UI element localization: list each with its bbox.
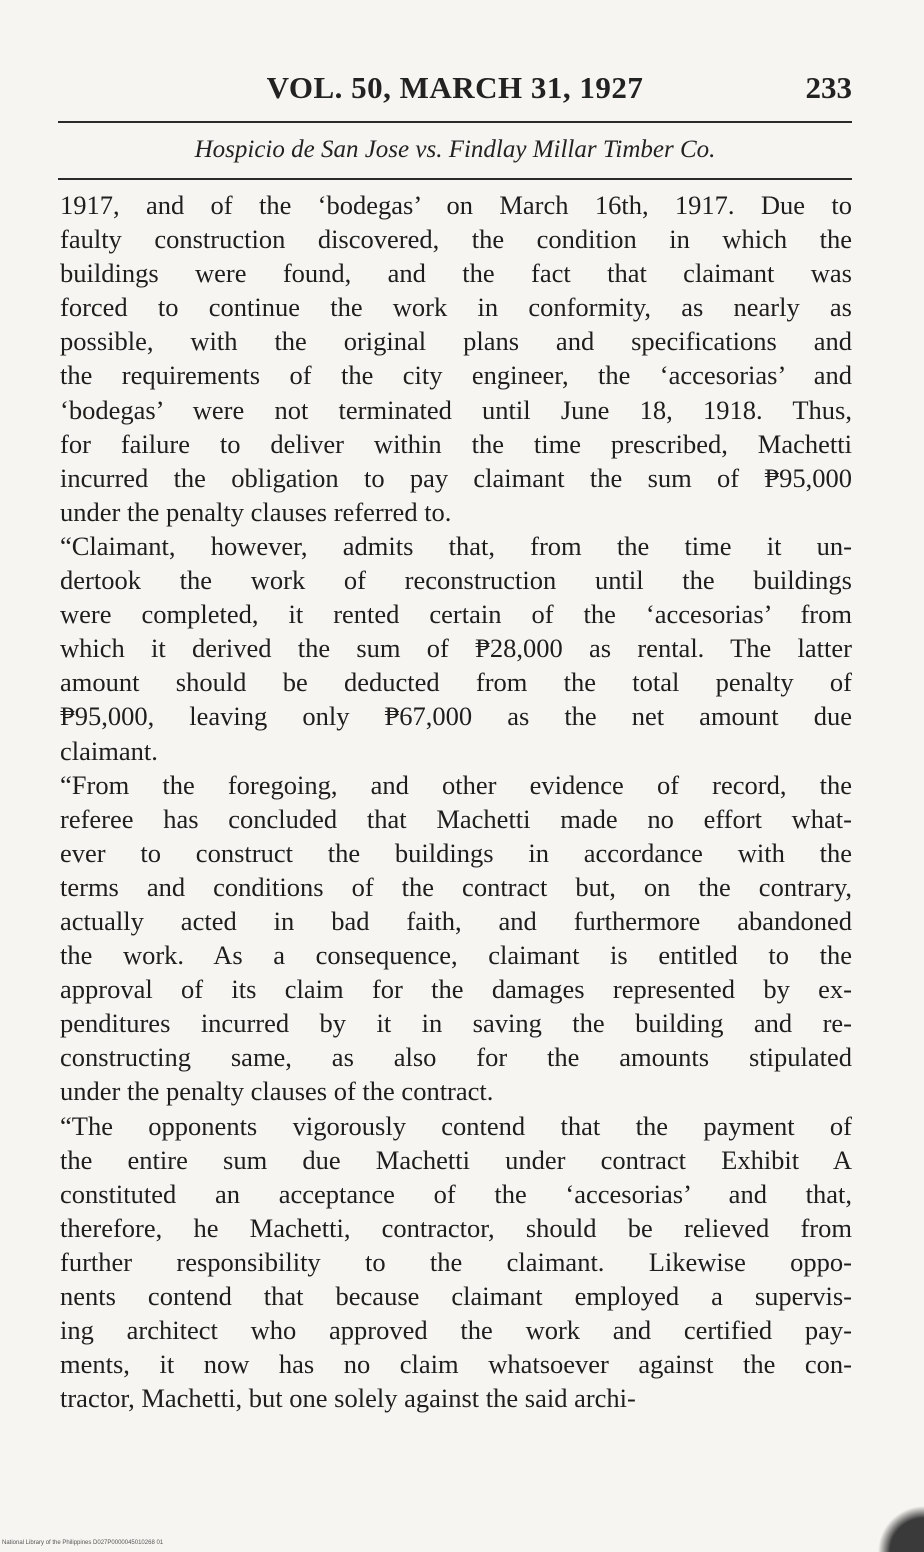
- text-line: were completed, it rented certain of the ‘accesorias’ from: [60, 599, 852, 630]
- text-line: under the penalty clauses of the contract.: [60, 1076, 494, 1107]
- text-line: 1917, and of the ‘bodegas’ on March 16th, 1917. Due to: [60, 190, 852, 220]
- page-number: 233: [805, 70, 852, 105]
- running-head: [58, 70, 852, 114]
- text-line: constructing same, as also for the amounts stipulated: [60, 1042, 852, 1073]
- paragraph: [60, 529, 852, 768]
- text-line: buildings were found, and the fact that claimant was: [60, 258, 852, 289]
- text-line: the entire sum due Machetti under contract Exhibit A: [60, 1144, 852, 1175]
- text-line: “The opponents vigorously contend that the payment of: [60, 1110, 852, 1141]
- text-line: “From the foregoing, and other evidence of record, the: [60, 769, 852, 800]
- text-line: ing architect who approved the work and certified pay-: [60, 1315, 852, 1346]
- text-line: forced to continue the work in conformity, as nearly as: [60, 292, 852, 323]
- text-line: ‘bodegas’ were not terminated until June 18, 1918. Thus,: [60, 394, 852, 425]
- text-line: which it derived the sum of ₱28,000 as rental. The latter: [60, 633, 852, 664]
- text-line: further responsibility to the claimant. Likewise oppo-: [60, 1246, 852, 1277]
- text-line: faulty construction discovered, the condition in which the: [60, 224, 852, 255]
- text-line: therefore, he Machetti, contractor, should be relieved from: [60, 1212, 852, 1243]
- text-line: the requirements of the city engineer, the ‘accesorias’ and: [60, 360, 852, 391]
- paragraph: [60, 768, 852, 1109]
- volume-date: VOL. 50, MARCH 31, 1927: [266, 70, 644, 105]
- text-line: under the penalty clauses referred to.: [60, 496, 452, 527]
- header-rule-bottom: [58, 178, 852, 180]
- text-line: approval of its claim for the damages represented by ex-: [60, 974, 852, 1005]
- text-line: ₱95,000, leaving only ₱67,000 as the net amount due: [60, 701, 852, 732]
- text-line: “Claimant, however, admits that, from the time it un-: [60, 530, 852, 561]
- text-line: claimant.: [60, 735, 158, 766]
- text-line: amount should be deducted from the total penalty of: [60, 667, 852, 698]
- text-line: for failure to deliver within the time prescribed, Machetti: [60, 428, 852, 459]
- text-line: actually acted in bad faith, and furthermore abandoned: [60, 905, 852, 936]
- text-line: terms and conditions of the contract but, on the contrary,: [60, 871, 852, 902]
- page-edge-shadow: [864, 1492, 924, 1552]
- text-line: tractor, Machetti, but one solely against the said archi-: [60, 1383, 636, 1414]
- paragraph: [60, 1109, 852, 1416]
- case-title: Hospicio de San Jose vs. Findlay Millar Timber Co.: [194, 136, 716, 163]
- body-text: [60, 188, 852, 1415]
- text-line: ever to construct the buildings in accordance with the: [60, 837, 852, 868]
- text-line: possible, with the original plans and specifications and: [60, 326, 852, 357]
- header-rule-top: [58, 121, 852, 123]
- paragraph: [60, 188, 852, 529]
- text-line: constituted an acceptance of the ‘accesorias’ and that,: [60, 1178, 852, 1209]
- text-line: penditures incurred by it in saving the building and re-: [60, 1008, 852, 1039]
- text-line: referee has concluded that Machetti made no effort what-: [60, 803, 852, 834]
- text-line: ments, it now has no claim whatsoever against the con-: [60, 1349, 852, 1380]
- source-note: National Library of the Philippines D027P0000045010268 01: [2, 1540, 164, 1546]
- text-line: the work. As a consequence, claimant is entitled to the: [60, 940, 852, 971]
- text-line: dertook the work of reconstruction until the buildings: [60, 565, 852, 596]
- text-line: nents contend that because claimant employed a supervis-: [60, 1281, 852, 1311]
- text-line: incurred the obligation to pay claimant the sum of ₱95,000: [60, 462, 852, 493]
